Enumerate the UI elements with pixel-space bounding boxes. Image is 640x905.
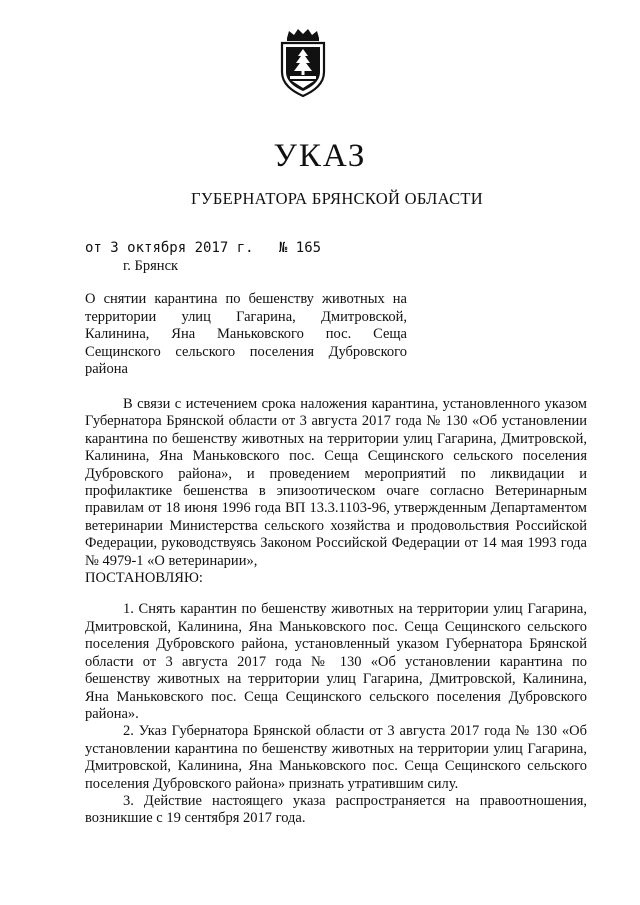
subject-text: О снятии карантина по бешенству животных на территории улиц Гагарина, Дмитровской, Калинина, Яна Маньковского пос. Сеща Сещинского сельского поселения Дубровского района — [85, 291, 407, 377]
bryansk-coat-of-arms-icon — [277, 28, 329, 100]
document-subtitle: ГУБЕРНАТОРА БРЯНСКОЙ ОБЛАСТИ — [191, 189, 483, 208]
city-label: г. Брянск — [123, 258, 179, 274]
preamble-paragraph: В связи с истечением срока наложения карантина, установленного указом Губернатора Брянской области от 3 августа 2017 года № 130 «Об установлении карантина по бешенству животных на территории улиц Гагарина, Дмитровской, Калинина, Яна Маньковского пос. Сеща Сещинского сельского поселения Дубровского района», и проведением мероприятий по ликвидации и профилактике бешенства в эпизоотическом очаге согласно Ветеринарным правилам от 18 июня 1996 года ВП 13.3.1103-96, утвержденным Департаментом ветеринарии Министерства сельского хозяйства и продовольствия Российской Федерации, руководствуясь Законом Российской Федерации от 14 мая 1993 года № 4979-1 «О ветеринарии», — [85, 396, 587, 569]
number-sign: № — [278, 240, 288, 256]
decree-word: ПОСТАНОВЛЯЮ: — [85, 570, 203, 587]
document-body — [85, 396, 587, 828]
document-date: 3 октября 2017 г. — [110, 240, 254, 256]
date-line — [85, 240, 321, 256]
item-paragraph: 2. Указ Губернатора Брянской области от 3 августа 2017 года № 130 «Об установлении карантина по бешенству животных на территории улиц Гагарина, Дмитровской, Калинина, Яна Маньковского пос. Сеща Сещинского сельского поселения Дубровского района» признать утратившим силу. — [85, 723, 587, 792]
item-paragraph: 1. Снять карантин по бешенству животных на территории улиц Гагарина, Дмитровской, Калинина, Яна Маньковского пос. Сеща Сещинского сельского поселения Дубровского района, установленный указом Губернатора Брянской области от 3 августа 2017 года № 130 «Об установлении карантина по бешенству животных на территории улиц Гагарина, Дмитровской, Калинина, Яна Маньковского пос. Сеща Сещинского сельского поселения Дубровского района». — [85, 601, 587, 722]
document-title: УКАЗ — [273, 138, 367, 174]
item-paragraph: 3. Действие настоящего указа распространяется на правоотношения, возникшие с 19 сентября 2017 года. — [85, 792, 587, 827]
document-subject — [85, 291, 407, 379]
document-number: 165 — [295, 240, 322, 256]
date-prefix: от — [85, 240, 102, 256]
